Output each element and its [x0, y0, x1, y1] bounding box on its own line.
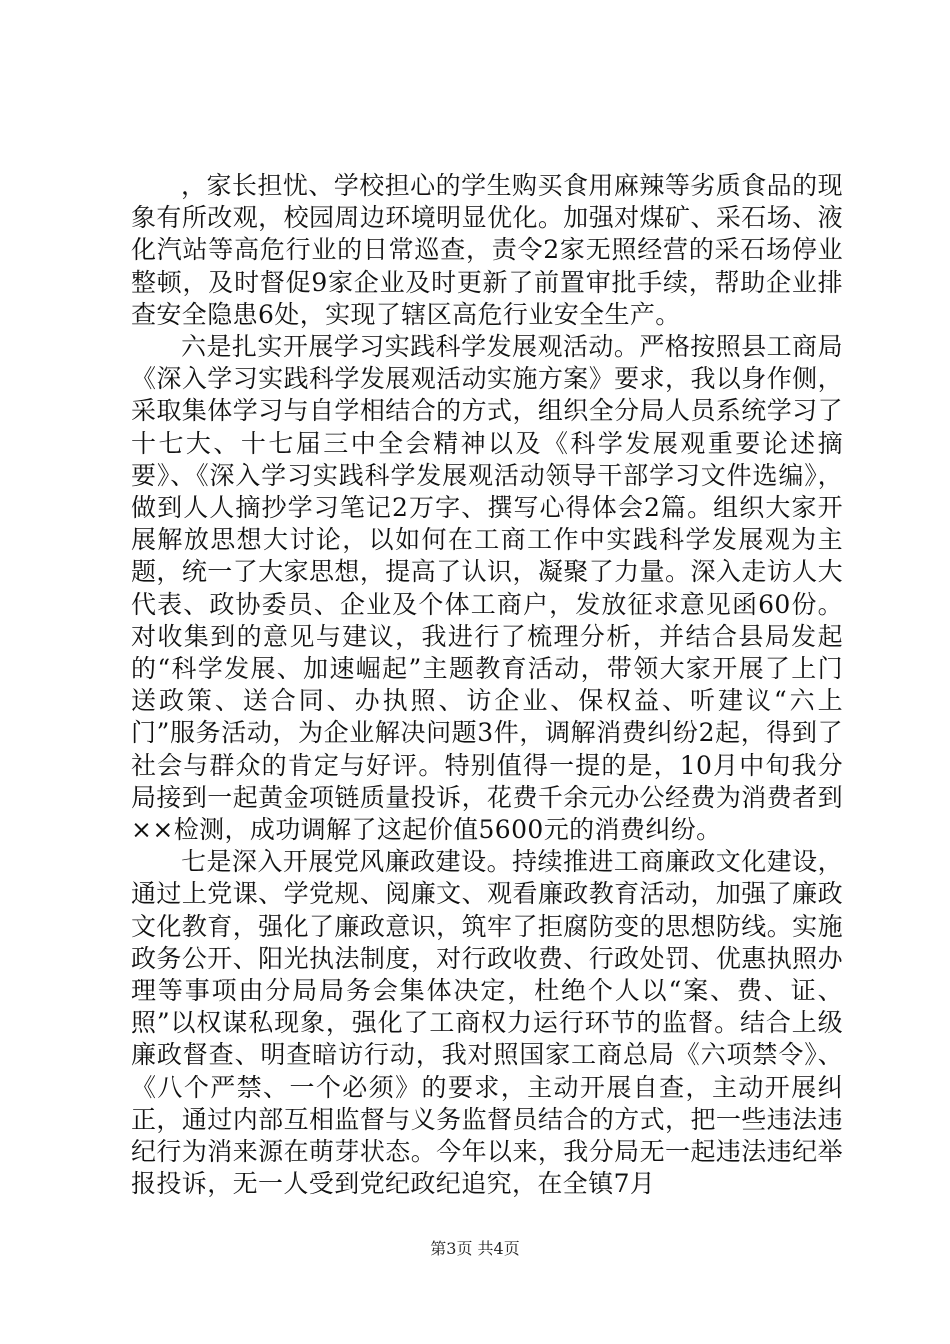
page-footer: 第3页 共4页 — [430, 1239, 520, 1258]
paragraph-1: ，家长担忧、学校担心的学生购买食用麻辣等劣质食品的现象有所改观，校园周边环境明显优化。加强对煤矿、采石场、液化汽站等高危行业的日常巡查，责令2家无照经营的采石场停业整顿，及时督促9家企业及时更新了前置审批手续，帮助企业排查安全隐患6处，实现了辖区高危行业安全生产。 — [131, 171, 843, 329]
paragraph-3: 七是深入开展党风廉政建设。持续推进工商廉政文化建设，通过上党课、学党规、阅廉文、观看廉政教育活动，加强了廉政文化教育，强化了廉政意识，筑牢了拒腐防变的思想防线。实施政务公开、阳光执法制度，对行政收费、行政处罚、优惠执照办理等事项由分局局务会集体决定，杜绝个人以“案、费、证、照”以权谋私现象，强化了工商权力运行环节的监督。结合上级廉政督查、明查暗访行动，我对照国家工商总局《六项禁令》、《八个严禁、一个必须》的要求，主动开展自查，主动开展纠正，通过内部互相监督与义务监督员结合的方式，把一些违法违纪行为消来源在萌芽状态。今年以来，我分局无一起违法违纪举报投诉，无一人受到党纪政纪追究，在全镇7月 — [131, 847, 843, 1199]
document-body — [131, 170, 843, 1201]
paragraph-2: 六是扎实开展学习实践科学发展观活动。严格按照县工商局《深入学习实践科学发展观活动实施方案》要求，我以身作侧，采取集体学习与自学相结合的方式，组织全分局人员系统学习了十七大、十七届三中全会精神以及《科学发展观重要论述摘要》、《深入学习实践科学发展观活动领导干部学习文件选编》，做到人人摘抄学习笔记2万字、撰写心得体会2篇。组织大家开展解放思想大讨论，以如何在工商工作中实践科学发展观为主题，统一了大家思想，提高了认识，凝聚了力量。深入走访人大代表、政协委员、企业及个体工商户，发放征求意见函60份。对收集到的意见与建议，我进行了梳理分析，并结合县局发起的“科学发展、加速崛起”主题教育活动，带领大家开展了上门送政策、送合同、办执照、访企业、保权益、听建议“六上门”服务活动，为企业解决问题3件，调解消费纠纷2起，得到了社会与群众的肯定与好评。特别值得一提的是，10月中旬我分局接到一起黄金项链质量投诉，花费千余元办公经费为消费者到××检测，成功调解了这起价值5600元的消费纠纷。 — [131, 332, 843, 845]
